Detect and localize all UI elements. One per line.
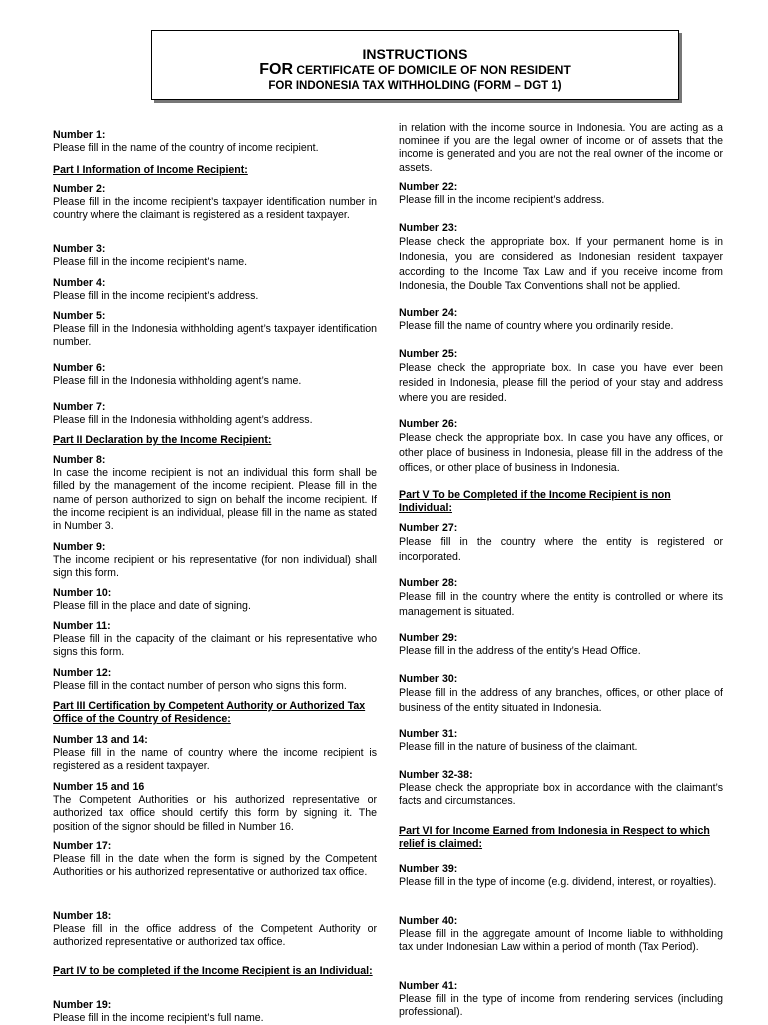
right-entry-23 <box>399 222 723 294</box>
left-part-ii <box>53 434 377 447</box>
entry-text: Please fill in the date when the form is signed by the Competent Authorities or his authorized representative or authorized tax office. <box>53 853 377 879</box>
left-entry-1 <box>53 129 377 155</box>
entry-heading: Number 2: <box>53 183 106 195</box>
entry-heading: Number 1: <box>53 129 106 141</box>
entry-heading: Number 22: <box>399 181 458 193</box>
entry-text: Please fill in the type of income from rendering services (including professional). <box>399 993 723 1019</box>
part-heading: Part I Information of Income Recipient: <box>53 164 248 176</box>
entry-text: Please fill in the Indonesia withholding agent’s taxpayer identification number. <box>53 323 377 349</box>
part-heading: Part II Declaration by the Income Recipient: <box>53 434 272 446</box>
left-entry-15 <box>53 781 377 834</box>
entry-heading: Number 3: <box>53 243 106 255</box>
title-box <box>151 30 679 100</box>
entry-text: Please fill in the country where the entity is registered or incorporated. <box>399 536 723 563</box>
right-part-vi <box>399 825 723 851</box>
entry-heading: Number 23: <box>399 222 458 234</box>
left-entry-2 <box>53 183 377 223</box>
right-entry-32-38 <box>399 769 723 809</box>
entry-text: Please fill in the country where the entity is controlled or where its management is situated. <box>399 591 723 618</box>
entry-text: Please fill in the income recipient’s address. <box>53 290 259 303</box>
left-entry-12 <box>53 667 377 693</box>
entry-text: Please fill in the place and date of signing. <box>53 600 251 613</box>
left-entry-10 <box>53 587 377 613</box>
right-entry-39 <box>399 863 723 889</box>
right-entry-27 <box>399 522 723 565</box>
left-part-i <box>53 164 377 177</box>
entry-text: The Competent Authorities or his authorized representative or authorized tax office should certify this form by signing it. The position of the signor should be filled in Number 16. <box>53 794 377 833</box>
entry-text: Please fill in the income recipient’s full name. <box>53 1012 264 1025</box>
entry-text: Please check the appropriate box in accordance with the claimant’s facts and circumstances. <box>399 782 723 808</box>
left-entry-11 <box>53 620 377 660</box>
right-entry-24 <box>399 307 723 333</box>
left-entry-6 <box>53 362 377 388</box>
entry-text: Please fill in the office address of the Competent Authority or authorized representative or authorized tax office. <box>53 923 377 949</box>
entry-text: The income recipient or his representative (for non individual) shall sign this form. <box>53 554 377 580</box>
left-entry-13 <box>53 734 377 774</box>
title-line-2-prefix: FOR <box>259 61 293 78</box>
entry-heading: Number 8: <box>53 454 106 466</box>
left-entry-9 <box>53 541 377 581</box>
entry-heading: Number 11: <box>53 620 111 632</box>
right-continuation <box>399 122 723 175</box>
entry-text: Please fill in the income recipient’s taxpayer identification number in country where the claimant is registered as a resident taxpayer. <box>53 196 377 222</box>
entry-heading: Number 7: <box>53 401 106 413</box>
entry-heading: Number 10: <box>53 587 112 599</box>
entry-heading: Number 15 and 16 <box>53 781 145 793</box>
right-part-v <box>399 489 723 515</box>
left-entry-17 <box>53 840 377 880</box>
part-heading: Part V To be Completed if the Income Recipient is non Individual: <box>399 489 671 515</box>
entry-text: Please check the appropriate box. In case you have ever been resided in Indonesia, please fill the period of your stay and address where you are resided. <box>399 362 723 404</box>
entry-text: In case the income recipient is not an individual this form shall be filled by the management of the income recipient. Please fill in the name of person authorized to sign on behalf the income recipient. If the income recipient is an individual, please fill in the name as stated in Number 3. <box>53 467 377 533</box>
entry-heading: Number 31: <box>399 728 458 740</box>
right-entry-25 <box>399 348 723 405</box>
left-entry-5 <box>53 310 377 350</box>
entry-heading: Number 25: <box>399 348 458 360</box>
entry-text: Please check the appropriate box. If your permanent home is in Indonesia, you are considered as Indonesian resident taxpayer according to the Income Tax Law and if you receive income from Indonesia, the Double Tax Conventions shall not be applied. <box>399 236 723 293</box>
entry-heading: Number 32-38: <box>399 769 473 781</box>
entry-heading: Number 18: <box>53 910 112 922</box>
entry-heading: Number 12: <box>53 667 112 679</box>
entry-text: Please fill in the name of country where the income recipient is registered as a resident taxpayer. <box>53 747 377 773</box>
entry-heading: Number 39: <box>399 863 458 875</box>
entry-text: Please fill in the name of the country of income recipient. <box>53 142 319 155</box>
entry-text: Please fill in the type of income (e.g. dividend, interest, or royalties). <box>399 876 717 889</box>
entry-heading: Number 40: <box>399 915 458 927</box>
part-heading: Part VI for Income Earned from Indonesia in Respect to which relief is claimed: <box>399 825 710 851</box>
right-entry-41 <box>399 980 723 1020</box>
right-entry-30 <box>399 673 723 716</box>
entry-text: Please fill in the address of any branches, offices, or other place of business of the entity situated in Indonesia. <box>399 687 723 715</box>
right-entry-31 <box>399 728 723 754</box>
left-entry-7 <box>53 401 377 427</box>
entry-heading: Number 26: <box>399 418 458 430</box>
title-line-2-rest: CERTIFICATE OF DOMICILE OF NON RESIDENT <box>293 63 571 77</box>
entry-text: Please fill the name of country where you ordinarily reside. <box>399 320 674 333</box>
entry-text: Please fill in the address of the entity’s Head Office. <box>399 645 641 658</box>
title-line-2 <box>152 62 678 78</box>
left-entry-18 <box>53 910 377 950</box>
entry-heading: Number 41: <box>399 980 458 992</box>
left-entry-3 <box>53 243 377 269</box>
entry-heading: Number 27: <box>399 522 458 534</box>
entry-heading: Number 28: <box>399 577 458 589</box>
part-heading: Part IV to be completed if the Income Recipient is an Individual: <box>53 965 373 977</box>
right-entry-29 <box>399 632 723 658</box>
right-entry-40 <box>399 915 723 955</box>
right-entry-28 <box>399 577 723 620</box>
right-entry-26 <box>399 418 723 475</box>
entry-heading: Number 24: <box>399 307 458 319</box>
entry-heading: Number 9: <box>53 541 106 553</box>
right-entry-22 <box>399 181 723 207</box>
left-entry-19 <box>53 999 377 1025</box>
entry-heading: Number 5: <box>53 310 106 322</box>
left-entry-4 <box>53 277 377 303</box>
left-part-iii <box>53 700 377 726</box>
entry-heading: Number 29: <box>399 632 458 644</box>
title-line-3: FOR INDONESIA TAX WITHHOLDING (FORM – DGT 1) <box>268 80 562 92</box>
entry-heading: Number 4: <box>53 277 106 289</box>
part-heading: Part III Certification by Competent Authority or Authorized Tax Office of the Country of Residence: <box>53 700 366 726</box>
entry-text: in relation with the income source in Indonesia. You are acting as a nominee if you are the legal owner of income or of assets that the income is generated and you are not the real owner of the income or assets. <box>399 122 723 174</box>
entry-text: Please fill in the Indonesia withholding agent’s name. <box>53 375 302 388</box>
entry-text: Please fill in the Indonesia withholding agent’s address. <box>53 414 313 427</box>
entry-text: Please check the appropriate box. In case you have any offices, or other place of business in Indonesia, please fill in the address of the offices, or other place of business in Indonesia. <box>399 432 723 474</box>
entry-text: Please fill in the contact number of person who signs this form. <box>53 680 347 693</box>
entry-text: Please fill in the income recipient’s address. <box>399 194 605 207</box>
entry-text: Please fill in the nature of business of the claimant. <box>399 741 638 754</box>
title-line-1: INSTRUCTIONS <box>362 46 468 62</box>
left-entry-8 <box>53 454 377 533</box>
entry-heading: Number 13 and 14: <box>53 734 148 746</box>
left-part-iv <box>53 965 377 978</box>
entry-text: Please fill in the income recipient’s name. <box>53 256 248 269</box>
entry-text: Please fill in the aggregate amount of Income liable to withholding tax under Indonesian Law within a period of month (Tax Period). <box>399 928 723 954</box>
entry-heading: Number 19: <box>53 999 112 1011</box>
entry-heading: Number 17: <box>53 840 112 852</box>
entry-text: Please fill in the capacity of the claimant or his representative who signs this form. <box>53 633 377 659</box>
entry-heading: Number 30: <box>399 673 458 685</box>
entry-heading: Number 6: <box>53 362 106 374</box>
